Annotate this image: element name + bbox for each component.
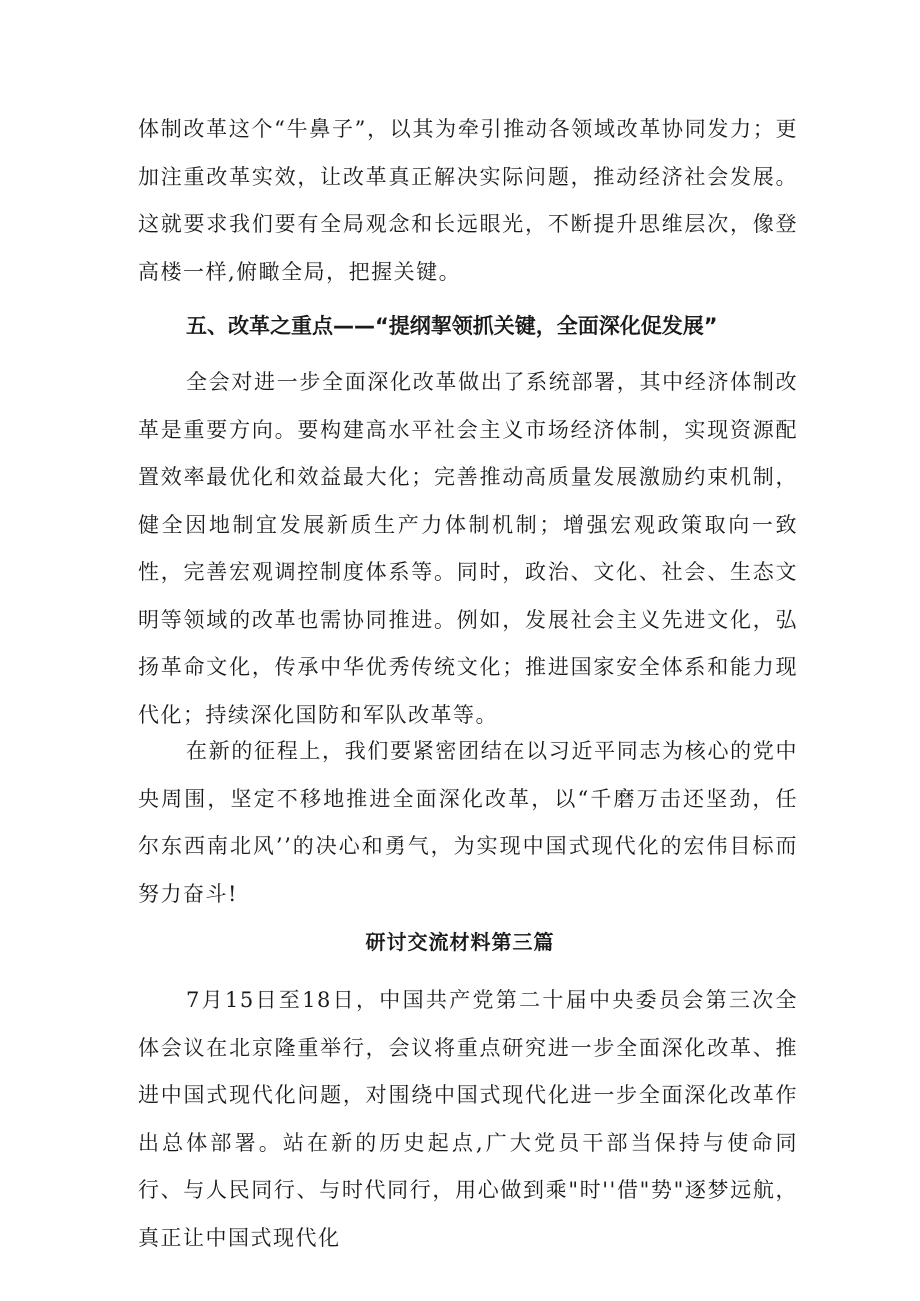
paragraph-new-journey: 在新的征程上，我们要紧密团结在以习近平同志为核心的党中央周围，坚定不移地推进全面深化改革，以“千磨万击还坚劲，任尔东西南北风’’的决心和勇气，为实现中国式现代化的宏伟目标而努力奋斗! [138,739,798,906]
paragraph-reform-intro: 体制改革这个“牛鼻子”，以其为牵引推动各领域改革协同发力；更加注重改革实效，让改革真正解决实际问题，推动经济社会发展。这就要求我们要有全局观念和长远眼光，不断提升思维层次，像登高楼一样,俯瞰全局，把握关键。 [138,117,798,284]
paragraph-plenary-deployment: 全会对进一步全面深化改革做出了系统部署，其中经济体制改革是重要方向。要构建高水平社会主义市场经济体制，实现资源配置效率最优化和效益最大化；完善推动高质量发展激励约束机制，健全因地制宜发展新质生产力体制机制；增强宏观政策取向一致性，完善宏观调控制度体系等。同时，政治、文化、社会、生态文明等领域的改革也需协同推进。例如，发展社会主义先进文化，弘扬革命文化，传承中华优秀传统文化；推进国家安全体系和能力现代化；持续深化国防和军队改革等。 [138,370,798,727]
section-heading-five: 五、改革之重点——“提纲挈领抓关键，全面深化促发展” [186,314,718,338]
paragraph-third-plenum: 7月15日至18日，中国共产党第二十届中央委员会第三次全体会议在北京隆重举行，会议将重点研究进一步全面深化改革、推进中国式现代化问题，对围绕中国式现代化进一步全面深化改革作出总体部署。站在新的历史起点,广大党员干部当保持与使命同行、与人民同行、与时代同行，用心做到乘"时''借"势"逐梦远航，真正让中国式现代化 [138,988,798,1250]
section-title-third-material: 研讨交流材料第三篇 [365,930,555,954]
